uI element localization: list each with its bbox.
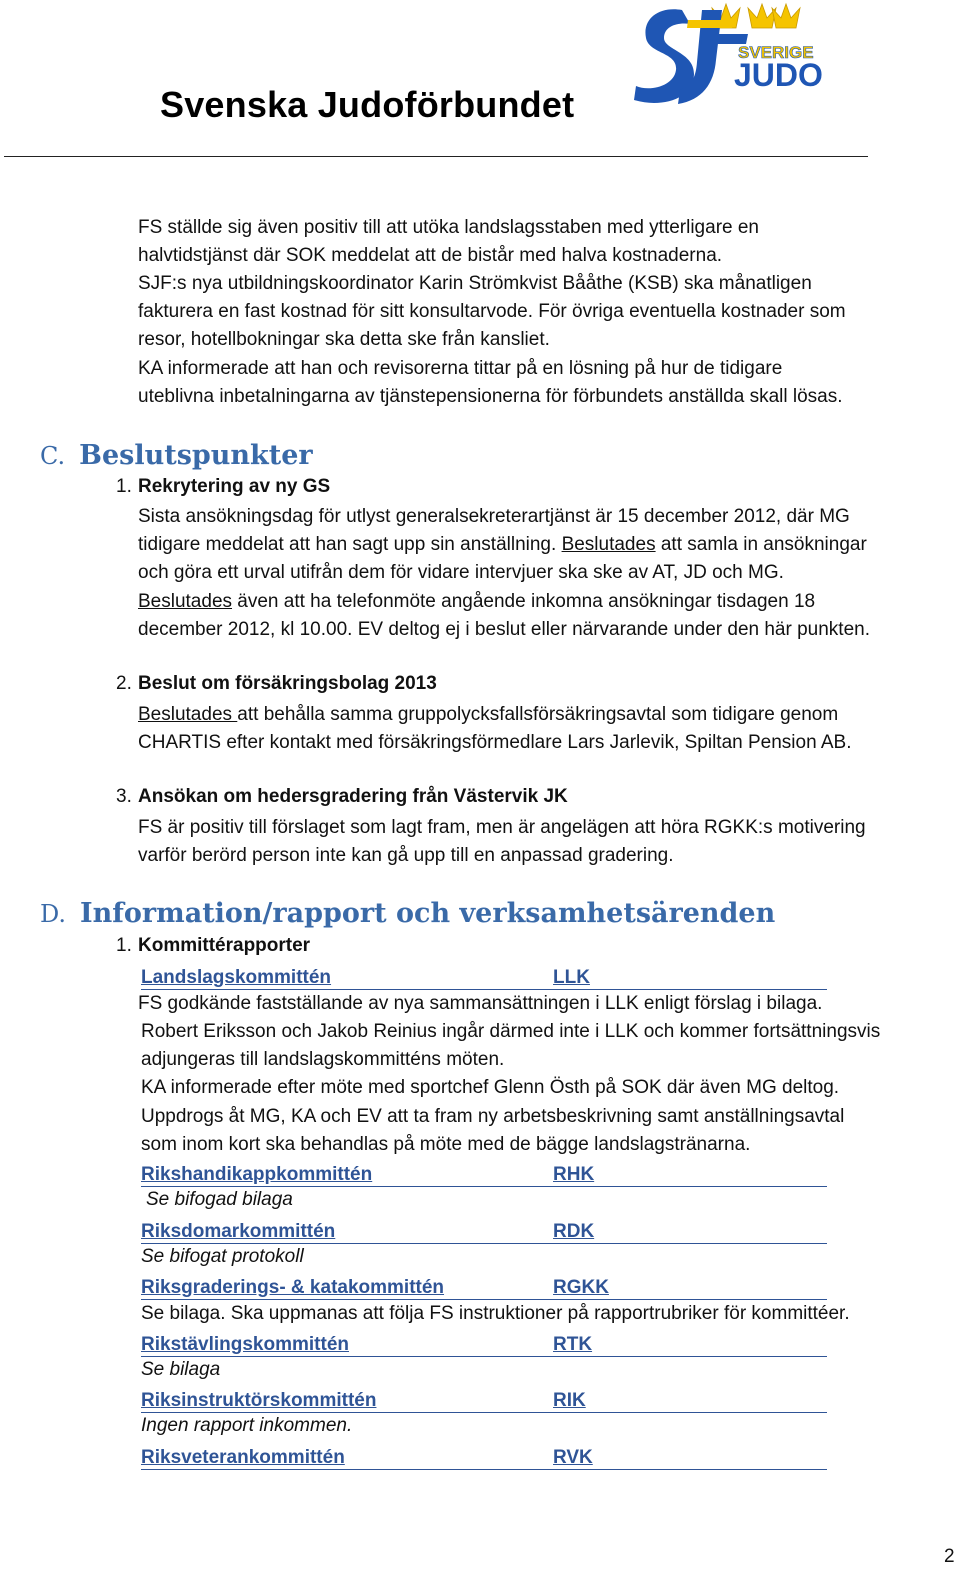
committee-abbr: RHK xyxy=(553,1164,595,1185)
text-line: fakturera en fast kostnad för sitt konsultarvode. För övriga eventuella kostnader som xyxy=(138,301,846,322)
section-title: Information/rapport och verksamhetsärenden xyxy=(80,898,776,929)
committee-name: Rikstävlingskommittén xyxy=(141,1334,349,1355)
committee-name: Riksveterankommittén xyxy=(141,1447,345,1468)
text-line: Sista ansökningsdag för utlyst generalsekreterartjänst är 15 december 2012, där MG xyxy=(138,506,850,527)
committee-row xyxy=(141,1272,827,1300)
text-line: Robert Eriksson och Jakob Reinius ingår därmed inte i LLK och kommer fortsättningsvis xyxy=(141,1021,881,1042)
committee-abbr: RVK xyxy=(553,1447,593,1468)
text-line: FS är positiv till förslaget som lagt fram, men är angelägen att höra RGKK:s motivering xyxy=(138,817,866,838)
committee-name: Riksdomarkommittén xyxy=(141,1221,336,1242)
committee-row xyxy=(141,1385,827,1413)
text-line: uteblivna inbetalningarna av tjänstepensionerna för förbundets anställda skall lösas. xyxy=(138,386,843,407)
text-line: december 2012, kl 10.00. EV deltog ej i beslut eller närvarande under den här punkten. xyxy=(138,619,870,640)
decision-item-heading: 3. Ansökan om hedersgradering från Västervik JK xyxy=(116,786,568,807)
section-letter: D. xyxy=(40,900,67,928)
section-heading-c xyxy=(40,440,313,471)
text-line: FS ställde sig även positiv till att utöka landslagsstaben med ytterligare en xyxy=(138,217,759,238)
committee-row xyxy=(141,1159,827,1187)
committee-row xyxy=(141,1329,827,1357)
decision-item-heading: 2. Beslut om försäkringsbolag 2013 xyxy=(116,673,437,694)
committee-abbr: RIK xyxy=(553,1390,586,1411)
text-line: resor, hotellbokningar ska detta ske från kansliet. xyxy=(138,329,550,350)
committee-note: Ingen rapport inkommen. xyxy=(141,1415,353,1436)
section-heading-d xyxy=(40,898,775,929)
committee-row xyxy=(141,1442,827,1470)
committee-abbr: RGKK xyxy=(553,1277,609,1298)
committee-note: Se bifogad bilaga xyxy=(146,1189,293,1210)
logo-line2: JUDO xyxy=(734,57,823,93)
text-line: FS godkände fastställande av nya sammansättningen i LLK enligt förslag i bilaga. xyxy=(138,993,823,1014)
text-line: halvtidstjänst där SOK meddelat att de bistår med halva kostnaderna. xyxy=(138,245,723,266)
text-line: varför berörd person inte kan gå upp till en anpassad gradering. xyxy=(138,845,674,866)
text-line: CHARTIS efter kontakt med försäkringsförmedlare Lars Jarlevik, Spiltan Pension AB. xyxy=(138,732,852,753)
text-line: som inom kort ska behandlas på möte med de bägge landslagstränarna. xyxy=(141,1134,751,1155)
committee-note: Se bilaga xyxy=(141,1359,221,1380)
committee-row xyxy=(141,1216,827,1244)
sjf-mark xyxy=(634,9,748,104)
text-line: SJF:s nya utbildningskoordinator Karin Strömkvist Bååthe (KSB) ska månatligen xyxy=(138,273,812,294)
text-line: Uppdrogs åt MG, KA och EV att ta fram ny arbetsbeskrivning samt anställningsavtal xyxy=(141,1106,845,1127)
section-title: Beslutspunkter xyxy=(79,440,313,471)
committee-note: Se bifogat protokoll xyxy=(141,1246,304,1267)
decision-item-heading: 1. Rekrytering av ny GS xyxy=(116,476,331,497)
text-line: Beslutades även att ha telefonmöte angående inkomna ansökningar tisdagen 18 xyxy=(138,591,816,612)
committee-name: Rikshandikappkommittén xyxy=(141,1164,373,1185)
committee-abbr: LLK xyxy=(553,967,590,988)
logo-line1: SVERIGE xyxy=(738,43,814,62)
committee-name: Riksinstruktörskommittén xyxy=(141,1390,377,1411)
committee-name: Landslagskommittén xyxy=(141,967,332,988)
text-line: KA informerade efter möte med sportchef Glenn Östh på SOK där även MG deltog. xyxy=(141,1077,840,1098)
page-title: Svenska Judoförbundet xyxy=(160,84,575,125)
header-divider xyxy=(4,156,868,157)
page-number: 2 xyxy=(944,1546,955,1567)
committee-abbr: RDK xyxy=(553,1221,595,1242)
sverige-judo-logo xyxy=(630,0,823,122)
committee-name: Riksgraderings- & katakommittén xyxy=(141,1277,445,1298)
committee-abbr: RTK xyxy=(553,1334,593,1355)
text-line: KA informerade att han och revisorerna tittar på en lösning på hur de tidigare xyxy=(138,358,783,379)
subsection-heading: 1. Kommittérapporter xyxy=(116,935,311,956)
text-line: Se bilaga. Ska uppmanas att följa FS instruktioner på rapportrubriker för kommittéer. xyxy=(141,1303,850,1324)
committee-row xyxy=(141,962,827,990)
text-line: och göra ett urval utifrån dem för vidare intervjuer ska ske av AT, JD och MG. xyxy=(138,562,784,583)
text-line: Beslutades att behålla samma gruppolycksfallsförsäkringsavtal som tidigare genom xyxy=(138,704,839,725)
text-line: tidigare meddelat att han sagt upp sin anställning. Beslutades att samla in ansökningar xyxy=(138,534,867,555)
section-letter: C. xyxy=(40,442,66,470)
text-line: adjungeras till landslagskommitténs möten. xyxy=(141,1049,505,1070)
